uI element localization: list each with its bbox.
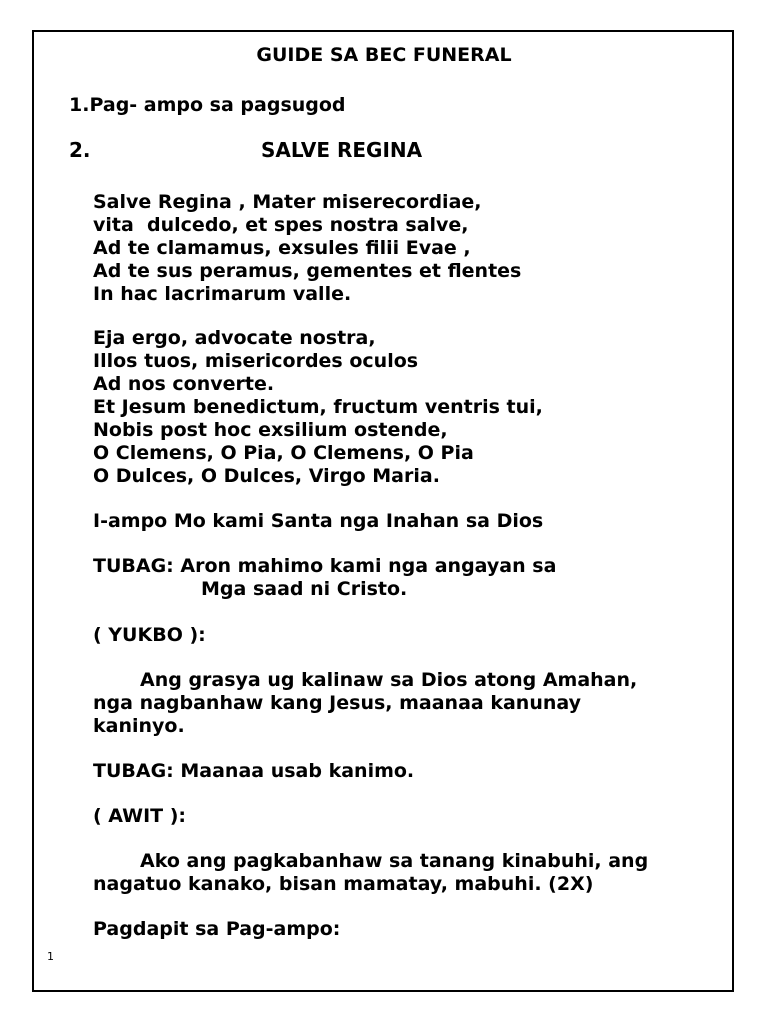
stanza1-line-4: Ad te sus peramus, gementes et flentes	[93, 260, 522, 282]
document-title: GUIDE SA BEC FUNERAL	[256, 44, 512, 66]
awit-label: ( AWIT ):	[93, 805, 187, 827]
page-number: 1	[47, 950, 54, 963]
list-item-1-text: Pag- ampo sa pagsugod	[89, 94, 346, 116]
stanza2-line-2: Illos tuos, misericordes oculos	[93, 350, 419, 372]
blessing-line-1: Ang grasya ug kalinaw sa Dios atong Amahan,	[140, 669, 638, 691]
stanza2-line-1: Eja ergo, advocate nostra,	[93, 327, 376, 349]
response1-line-2: Mga saad ni Cristo.	[201, 578, 408, 600]
closing-label: Pagdapit sa Pag-ampo:	[93, 918, 341, 940]
stanza1-line-3: Ad te clamamus, exsules filii Evae ,	[93, 237, 471, 259]
stanza2-line-4: Et Jesum benedictum, fructum ventris tui,	[93, 396, 543, 418]
yukbo-label: ( YUKBO ):	[93, 624, 206, 646]
stanza1-line-1: Salve Regina , Mater miserecordiae,	[93, 191, 482, 213]
song-line-2: nagatuo kanako, bisan mamatay, mabuhi. (2X)	[93, 873, 594, 895]
list-item-2-number: 2.	[69, 138, 91, 162]
response1-line-1: TUBAG: Aron mahimo kami nga angayan sa	[93, 555, 557, 577]
stanza2-line-3: Ad nos converte.	[93, 373, 275, 395]
stanza2-line-7: O Dulces, O Dulces, Virgo Maria.	[93, 465, 440, 487]
stanza2-line-6: O Clemens, O Pia, O Clemens, O Pia	[93, 442, 474, 464]
response2-line: TUBAG: Maanaa usab kanimo.	[93, 760, 415, 782]
blessing-line-2: nga nagbanhaw kang Jesus, maanaa kanunay	[93, 692, 581, 714]
stanza1-line-2: vita dulcedo, et spes nostra salve,	[93, 214, 469, 236]
blessing-line-3: kaninyo.	[93, 715, 185, 737]
intercession-line: I-ampo Mo kami Santa nga Inahan sa Dios	[93, 510, 544, 532]
list-item-1-number: 1.	[69, 94, 90, 116]
salve-regina-heading: SALVE REGINA	[261, 138, 423, 162]
list-item-1	[69, 94, 346, 117]
stanza1-line-5: In hac lacrimarum valle.	[93, 283, 352, 305]
stanza2-line-5: Nobis post hoc exsilium ostende,	[93, 419, 448, 441]
song-line-1: Ako ang pagkabanhaw sa tanang kinabuhi, ang	[140, 850, 649, 872]
